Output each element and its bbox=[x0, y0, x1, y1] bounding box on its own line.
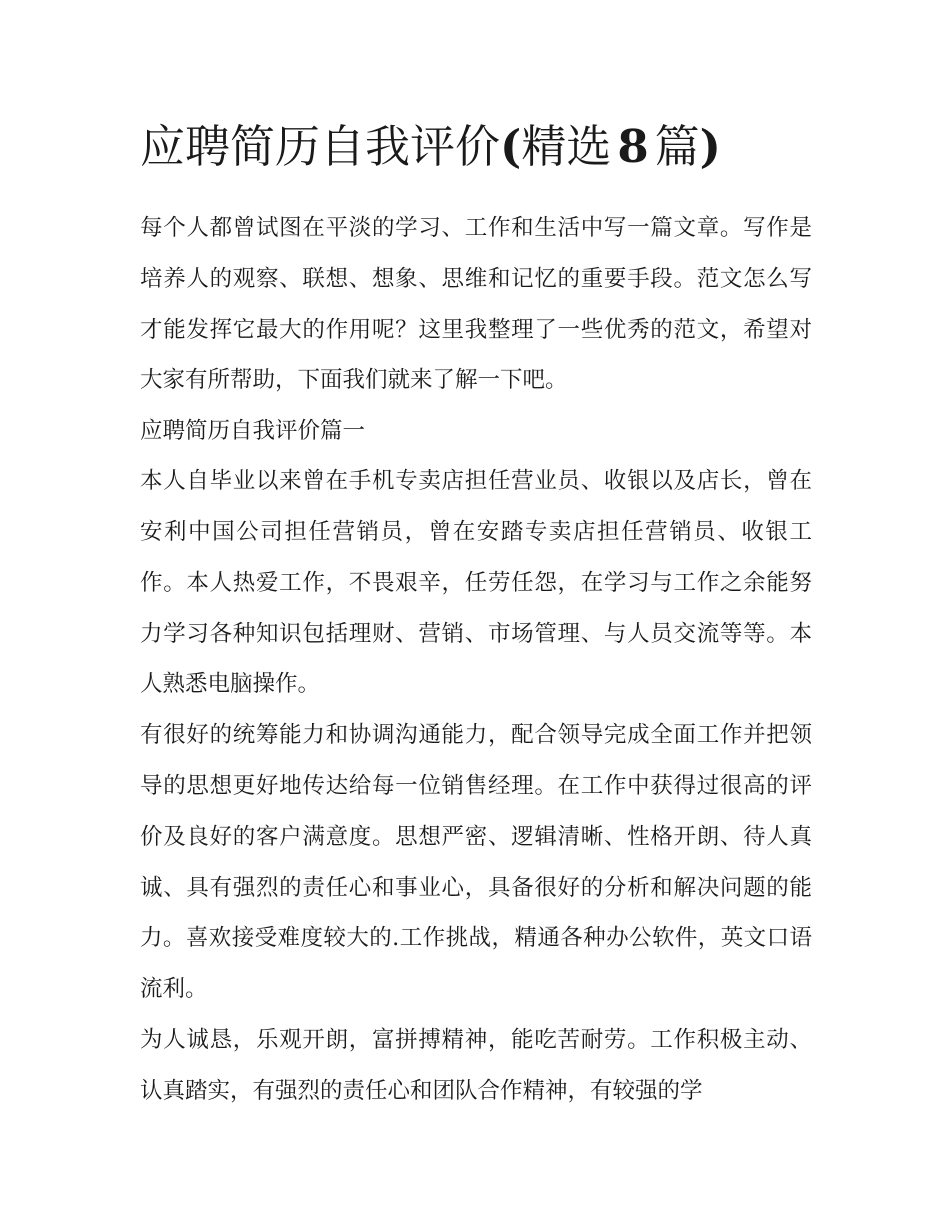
body-paragraph-1: 本人自毕业以来曾在手机专卖店担任营业员、收银以及店长，曾在安利中国公司担任营销员，曾在安踏专卖店担任营销员、收银工作。本人热爱工作，不畏艰辛，任劳任怨，在学习与工作之余能努力学习各种知识包括理财、营销、市场管理、与人员交流等等。本人熟悉电脑操作。 bbox=[140, 468, 812, 698]
section-heading: 应聘简历自我评价篇一 bbox=[140, 418, 366, 445]
title-select: 精选 bbox=[521, 120, 612, 173]
title-paren-open: ( bbox=[500, 120, 522, 173]
intro-paragraph: 每个人都曾试图在平淡的学习、工作和生活中写一篇文章。写作是培养人的观察、联想、想象、思维和记忆的重要手段。范文怎么写才能发挥它最大的作用呢？这里我整理了一些优秀的范文，希望对大家有所帮助，下面我们就来了解一下吧。 bbox=[140, 215, 812, 394]
title-number: 8 bbox=[617, 120, 649, 173]
title-unit: 篇 bbox=[654, 120, 700, 173]
title-main: 应聘简历自我评价 bbox=[140, 120, 501, 173]
title-paren-close: ) bbox=[699, 120, 721, 173]
body-paragraph-3: 为人诚恳，乐观开朗，富拼搏精神，能吃苦耐劳。工作积极主动、认真踏实，有强烈的责任心和团队合作精神，有较强的学 bbox=[140, 1026, 812, 1104]
document-body bbox=[140, 203, 812, 1117]
body-paragraph-2: 有很好的统筹能力和协调沟通能力，配合领导完成全面工作并把领导的思想更好地传达给每一位销售经理。在工作中获得过很高的评价及良好的客户满意度。思想严密、逻辑清晰、性格开朗、待人真诚、具有强烈的责任心和事业心，具备很好的分析和解决问题的能力。喜欢接受难度较大的.工作挑战，精通各种办公软件，英文口语流利。 bbox=[140, 722, 812, 1003]
document-title bbox=[140, 112, 840, 182]
